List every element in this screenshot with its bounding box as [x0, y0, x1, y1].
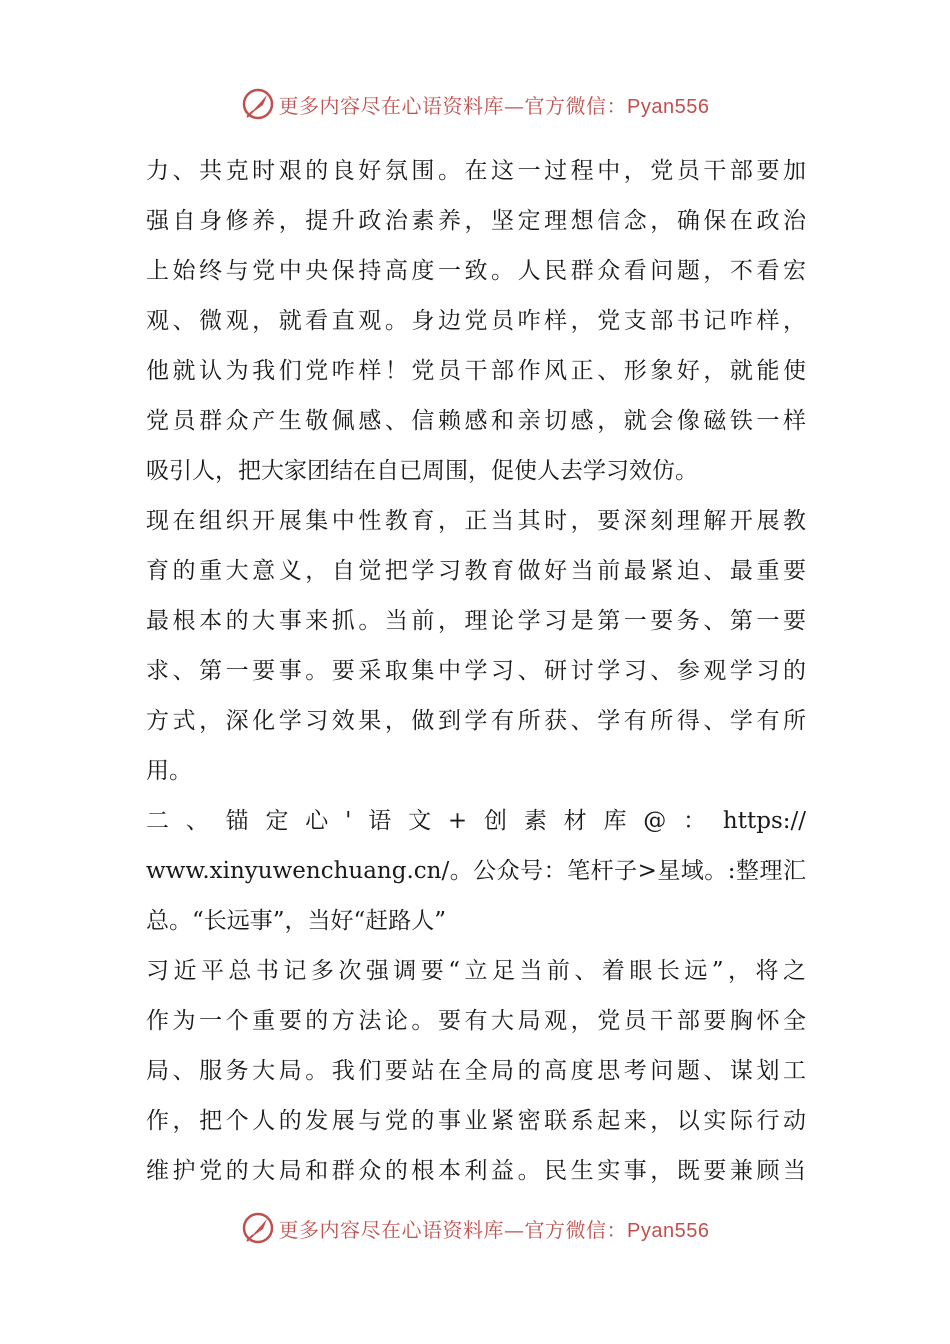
text-line: 作，把个人的发展与党的事业紧密联系起来，以实际行动 [146, 1108, 806, 1134]
watermark-text: 更多内容尽在心语资料库—官方微信：Pyan556 [278, 1217, 710, 1242]
text-line: 强自身修养，提升政治素养，坚定理想信念，确保在政治 [146, 208, 806, 234]
text-line: 育的重大意义，自觉把学习教育做好当前最紧迫、最重要 [146, 558, 806, 584]
text-line: 方式，深化学习效果，做到学有所获、学有所得、学有所 [146, 708, 806, 734]
text-line: 局、服务大局。我们要站在全局的高度思考问题、谋划工 [146, 1058, 806, 1084]
text-line: 维护党的大局和群众的根本利益。民生实事，既要兼顾当 [146, 1158, 806, 1184]
text-line: 最根本的大事来抓。当前，理论学习是第一要务、第一要 [146, 608, 806, 634]
document-body [146, 146, 806, 1196]
heading-line: 总。“长远事”，当好“赶路人” [146, 908, 447, 934]
quill-logo-icon [241, 1211, 275, 1245]
watermark-text: 更多内容尽在心语资料库—官方微信：Pyan556 [278, 93, 710, 118]
text-line: 习近平总书记多次强调要“立足当前、着眼长远”，将之 [146, 958, 806, 984]
footer-watermark [0, 1208, 950, 1248]
text-line: 力、共克时艰的良好氛围。在这一过程中，党员干部要加 [146, 158, 806, 184]
heading-line: 二、锚定心'语文+创素材库@：https:// [146, 808, 806, 834]
url-line: www.xinyuwenchuang.cn/。公众号：笔杆子>星域。:整理汇 [146, 858, 806, 884]
header-watermark [0, 84, 950, 124]
text-line: 党员群众产生敬佩感、信赖感和亲切感，就会像磁铁一样 [146, 408, 806, 434]
text-line: 上始终与党中央保持高度一致。人民群众看问题，不看宏 [146, 258, 806, 284]
text-line: 求、第一要事。要采取集中学习、研讨学习、参观学习的 [146, 658, 806, 684]
quill-logo-icon [241, 87, 275, 121]
text-line: 他就认为我们党咋样！党员干部作风正、形象好，就能使 [146, 358, 806, 384]
text-line: 现在组织开展集中性教育，正当其时，要深刻理解开展教 [146, 508, 806, 534]
wechat-id: Pyan556 [627, 95, 710, 118]
text-line: 吸引人，把大家团结在自已周围，促使人去学习效仿。 [146, 458, 698, 484]
text-line: 观、微观，就看直观。身边党员咋样，党支部书记咋样， [146, 308, 806, 334]
wechat-id: Pyan556 [627, 1219, 710, 1242]
text-line: 用。 [146, 758, 192, 784]
text-line: 作为一个重要的方法论。要有大局观，党员干部要胸怀全 [146, 1008, 806, 1034]
